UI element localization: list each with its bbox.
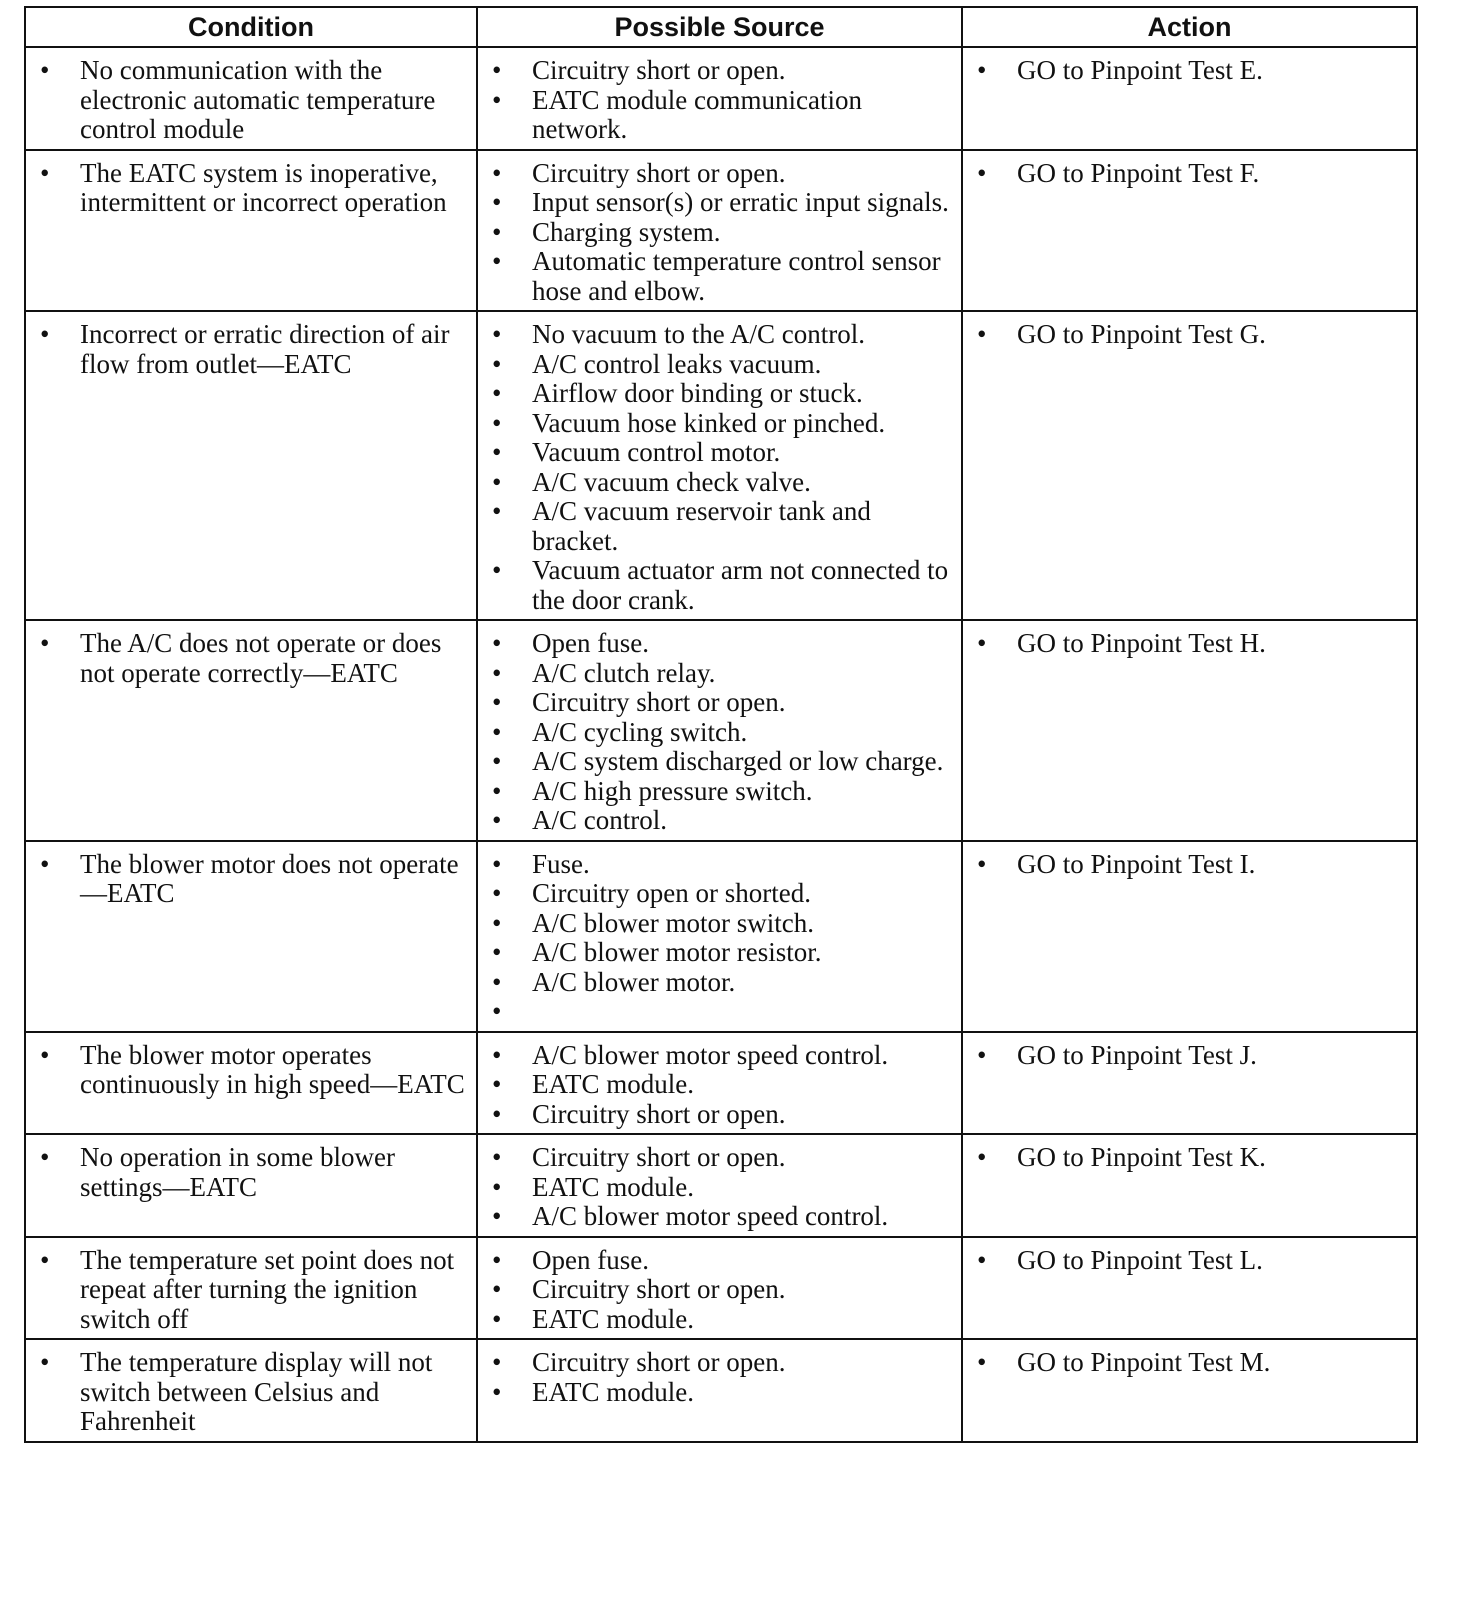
- possible-source-item: • A/C system discharged or low charge.: [486, 747, 953, 777]
- possible-source-item: • Circuitry open or shorted.: [486, 879, 953, 909]
- table-row: [25, 1237, 1417, 1340]
- bullet-list: [486, 629, 953, 836]
- possible-source-item: • Vacuum hose kinked or pinched.: [486, 409, 953, 439]
- condition-cell: [25, 620, 477, 841]
- possible-source-cell: [477, 1032, 962, 1135]
- possible-source-item: • Open fuse.: [486, 629, 953, 659]
- table-row: [25, 150, 1417, 312]
- possible-source-cell: [477, 47, 962, 150]
- bullet-list: [34, 1041, 468, 1100]
- possible-source-item: • Circuitry short or open.: [486, 1275, 953, 1305]
- action-item: • GO to Pinpoint Test F.: [971, 159, 1408, 189]
- possible-source-item: • Vacuum actuator arm not connected to the door crank.: [486, 556, 953, 615]
- action-cell: [962, 47, 1417, 150]
- possible-source-item: • A/C blower motor speed control.: [486, 1202, 953, 1232]
- table-row: [25, 1339, 1417, 1442]
- possible-source-item: • EATC module communication network.: [486, 86, 953, 145]
- possible-source-item: • Vacuum control motor.: [486, 438, 953, 468]
- bullet-list: [34, 1246, 468, 1335]
- condition-item: • The blower motor operates continuously in high speed—EATC: [34, 1041, 468, 1100]
- possible-source-item: • A/C cycling switch.: [486, 718, 953, 748]
- bullet-list: [971, 159, 1408, 189]
- possible-source-item: • EATC module.: [486, 1070, 953, 1100]
- action-item: • GO to Pinpoint Test M.: [971, 1348, 1408, 1378]
- possible-source-item: • A/C control.: [486, 806, 953, 836]
- possible-source-item: • A/C blower motor resistor.: [486, 938, 953, 968]
- action-cell: [962, 150, 1417, 312]
- possible-source-item: • A/C blower motor switch.: [486, 909, 953, 939]
- possible-source-cell: [477, 841, 962, 1032]
- possible-source-item: • Open fuse.: [486, 1246, 953, 1276]
- possible-source-item: • A/C control leaks vacuum.: [486, 350, 953, 380]
- condition-cell: [25, 1032, 477, 1135]
- possible-source-item: • A/C blower motor speed control.: [486, 1041, 953, 1071]
- possible-source-cell: [477, 150, 962, 312]
- possible-source-item: • A/C vacuum reservoir tank and bracket.: [486, 497, 953, 556]
- header-condition: Condition: [25, 7, 477, 47]
- possible-source-item: • Fuse.: [486, 850, 953, 880]
- condition-item: • No operation in some blower settings—EATC: [34, 1143, 468, 1202]
- action-item: • GO to Pinpoint Test K.: [971, 1143, 1408, 1173]
- possible-source-item: • Circuitry short or open.: [486, 159, 953, 189]
- action-cell: [962, 620, 1417, 841]
- possible-source-cell: [477, 1339, 962, 1442]
- possible-source-item: • EATC module.: [486, 1305, 953, 1335]
- possible-source-item: [486, 997, 953, 1027]
- bullet-list: [34, 1143, 468, 1202]
- possible-source-item: • Automatic temperature control sensor hose and elbow.: [486, 247, 953, 306]
- table-row: [25, 1032, 1417, 1135]
- condition-item: • Incorrect or erratic direction of air flow from outlet—EATC: [34, 320, 468, 379]
- bullet-list: [971, 1348, 1408, 1378]
- table-row: [25, 311, 1417, 620]
- bullet-list: [486, 1041, 953, 1130]
- action-item: • GO to Pinpoint Test E.: [971, 56, 1408, 86]
- condition-item: • The blower motor does not operate—EATC: [34, 850, 468, 909]
- condition-cell: [25, 311, 477, 620]
- diagnosis-table-wrapper: [24, 6, 1416, 1443]
- possible-source-cell: [477, 311, 962, 620]
- possible-source-item: • Circuitry short or open.: [486, 1143, 953, 1173]
- condition-cell: [25, 841, 477, 1032]
- possible-source-item: • EATC module.: [486, 1173, 953, 1203]
- condition-item: • No communication with the electronic automatic temperature control module: [34, 56, 468, 145]
- condition-item: • The EATC system is inoperative, intermittent or incorrect operation: [34, 159, 468, 218]
- header-possible-source: Possible Source: [477, 7, 962, 47]
- possible-source-item: • Input sensor(s) or erratic input signals.: [486, 188, 953, 218]
- action-item: • GO to Pinpoint Test J.: [971, 1041, 1408, 1071]
- bullet-list: [971, 320, 1408, 350]
- condition-cell: [25, 1134, 477, 1237]
- action-cell: [962, 1339, 1417, 1442]
- bullet-list: [34, 320, 468, 379]
- bullet-list: [486, 1348, 953, 1407]
- bullet-list: [971, 1041, 1408, 1071]
- possible-source-cell: [477, 620, 962, 841]
- condition-cell: [25, 1237, 477, 1340]
- action-cell: [962, 1134, 1417, 1237]
- possible-source-item: • Charging system.: [486, 218, 953, 248]
- bullet-list: [486, 56, 953, 145]
- action-cell: [962, 311, 1417, 620]
- diagnosis-table: [24, 6, 1418, 1443]
- condition-cell: [25, 150, 477, 312]
- condition-item: • The A/C does not operate or does not operate correctly—EATC: [34, 629, 468, 688]
- bullet-list: [486, 320, 953, 615]
- condition-cell: [25, 47, 477, 150]
- action-cell: [962, 1032, 1417, 1135]
- possible-source-item: • A/C high pressure switch.: [486, 777, 953, 807]
- table-row: [25, 47, 1417, 150]
- table-row: [25, 841, 1417, 1032]
- possible-source-item: • EATC module.: [486, 1378, 953, 1408]
- bullet-list: [971, 850, 1408, 880]
- possible-source-item: • No vacuum to the A/C control.: [486, 320, 953, 350]
- bullet-list: [971, 1246, 1408, 1276]
- condition-item: • The temperature display will not switch between Celsius and Fahrenheit: [34, 1348, 468, 1437]
- bullet-list: [34, 56, 468, 145]
- bullet-list: [971, 629, 1408, 659]
- header-action: Action: [962, 7, 1417, 47]
- action-cell: [962, 841, 1417, 1032]
- action-cell: [962, 1237, 1417, 1340]
- header-row: [25, 7, 1417, 47]
- action-item: • GO to Pinpoint Test I.: [971, 850, 1408, 880]
- bullet-list: [34, 629, 468, 688]
- table-body: [25, 47, 1417, 1442]
- possible-source-item: • Circuitry short or open.: [486, 1100, 953, 1130]
- condition-item: • The temperature set point does not repeat after turning the ignition switch off: [34, 1246, 468, 1335]
- bullet-list: [486, 1143, 953, 1232]
- bullet-list: [486, 1246, 953, 1335]
- table-row: [25, 1134, 1417, 1237]
- condition-cell: [25, 1339, 477, 1442]
- possible-source-item: • Circuitry short or open.: [486, 1348, 953, 1378]
- possible-source-item: • Circuitry short or open.: [486, 688, 953, 718]
- bullet-list: [34, 1348, 468, 1437]
- bullet-list: [486, 850, 953, 1027]
- bullet-list: [971, 56, 1408, 86]
- table-row: [25, 620, 1417, 841]
- bullet-list: [34, 850, 468, 909]
- bullet-list: [34, 159, 468, 218]
- possible-source-cell: [477, 1237, 962, 1340]
- action-item: • GO to Pinpoint Test H.: [971, 629, 1408, 659]
- possible-source-cell: [477, 1134, 962, 1237]
- possible-source-item: • A/C blower motor.: [486, 968, 953, 998]
- action-item: • GO to Pinpoint Test G.: [971, 320, 1408, 350]
- possible-source-item: • Airflow door binding or stuck.: [486, 379, 953, 409]
- action-item: • GO to Pinpoint Test L.: [971, 1246, 1408, 1276]
- bullet-list: [971, 1143, 1408, 1173]
- bullet-list: [486, 159, 953, 307]
- possible-source-item: • A/C vacuum check valve.: [486, 468, 953, 498]
- possible-source-item: • A/C clutch relay.: [486, 659, 953, 689]
- possible-source-item: • Circuitry short or open.: [486, 56, 953, 86]
